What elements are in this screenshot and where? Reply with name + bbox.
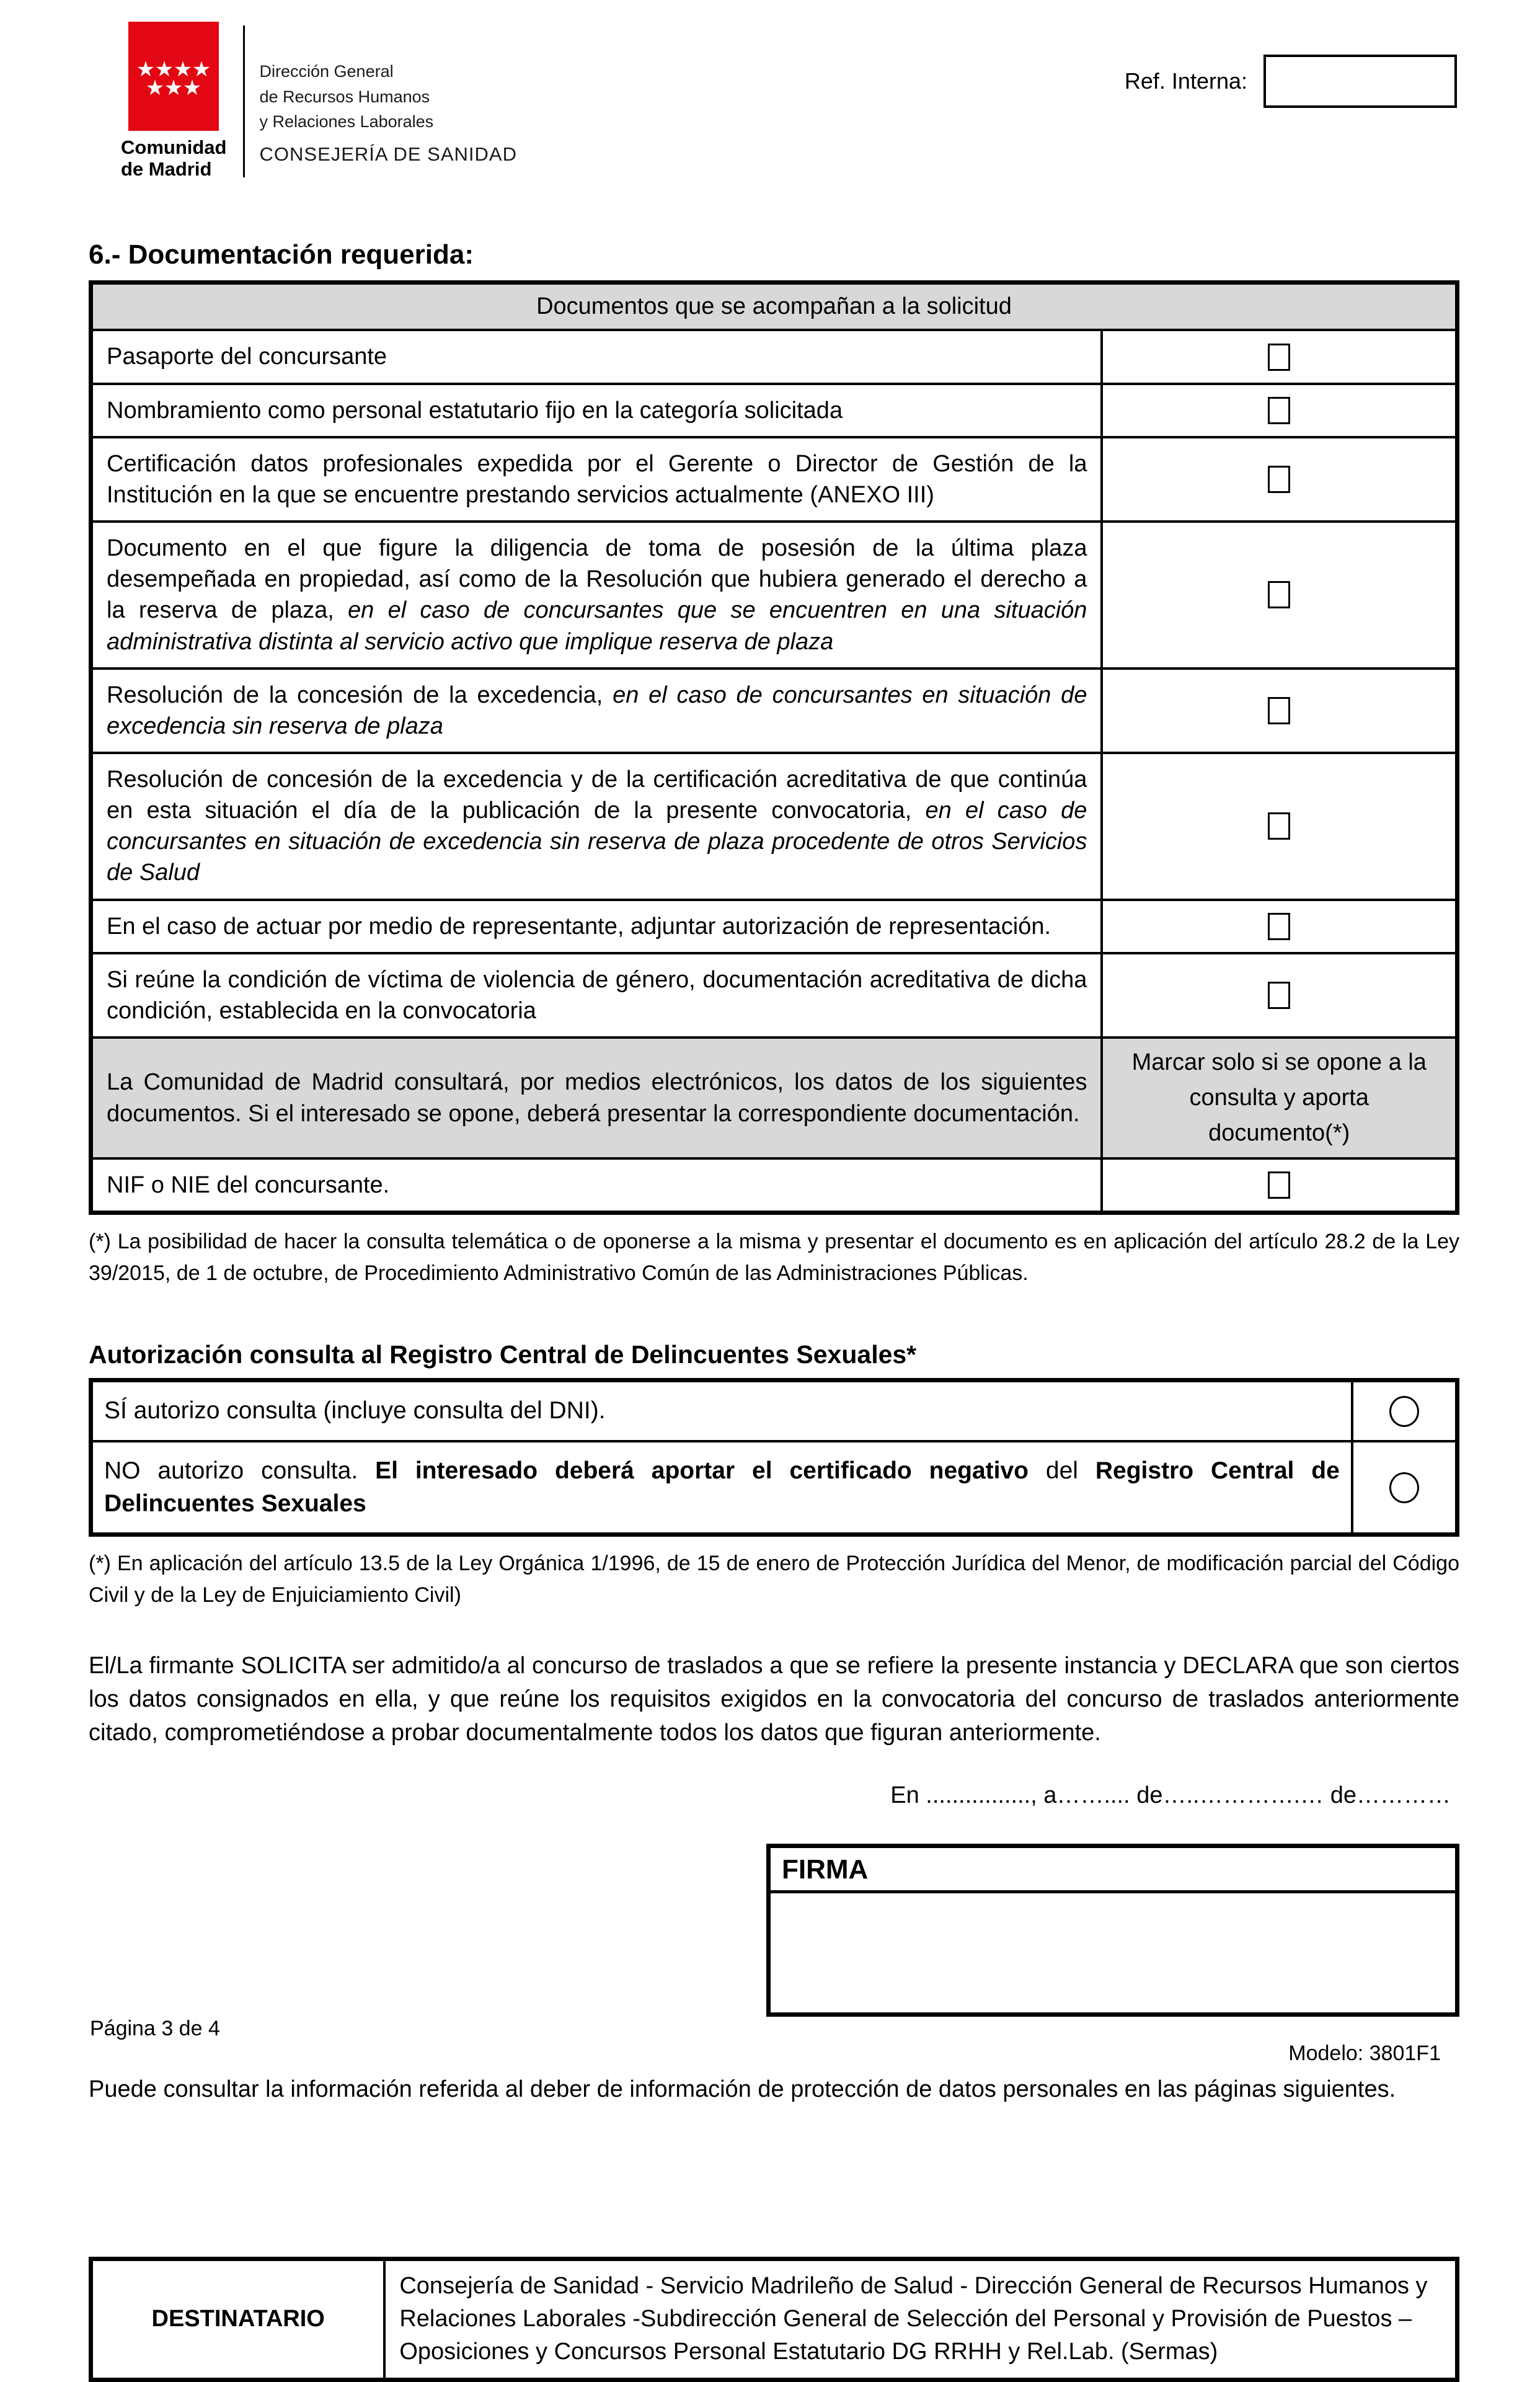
- destinatario-text: Consejería de Sanidad - Servicio Madrileño de Salud - Dirección General de Recursos Humanos y Relaciones Laborales -Subdirección General de Selección del Personal y Provisión de Puestos – Oposiciones y Concursos Personal Estatutario DG RRHH y Rel.Lab. (Sermas): [384, 2259, 1457, 2380]
- document-row-text: La Comunidad de Madrid consultará, por medios electrónicos, los datos de los siguientes documentos. Si el interesado se opone, deberá presentar la correspondiente documentación.: [91, 1038, 1102, 1158]
- table-row: [91, 1038, 1458, 1158]
- checkbox-cell: [1102, 1158, 1457, 1213]
- table-header-row: [91, 283, 1458, 331]
- ref-interna-field[interactable]: [1263, 55, 1457, 108]
- document-row-text: Documento en el que figure la diligencia de toma de posesión de la última plaza desempeñada en propiedad, así como de la Resolución que hubiera generado el derecho a la reserva de plaza, en el caso de concursantes que se encuentren en una situación administrativa distinta al servicio activo que implique reserva de plaza: [91, 522, 1102, 669]
- table-row: [91, 384, 1458, 437]
- document-checkbox-2[interactable]: [1268, 466, 1290, 493]
- destinatario-table: [89, 2257, 1459, 2382]
- table-row: [91, 1441, 1458, 1535]
- signature-area[interactable]: [771, 1893, 1455, 2012]
- checkbox-cell: [1102, 953, 1457, 1038]
- table-row: [91, 437, 1458, 522]
- madrid-flag-icon: [128, 22, 219, 131]
- documentos-table-body: [91, 330, 1458, 1212]
- checkbox-cell: [1102, 900, 1457, 953]
- autorizacion-table-body: [91, 1380, 1458, 1535]
- document-checkbox-0[interactable]: [1268, 344, 1290, 371]
- table-row: [91, 1380, 1458, 1441]
- checkbox-cell: [1102, 522, 1457, 669]
- svg-text:★: ★: [136, 57, 156, 82]
- marcar-column-header: Marcar solo si se opone a la consulta y aporta documento(*): [1102, 1038, 1457, 1158]
- document-row-text: Resolución de la concesión de la excedencia, en el caso de concursantes en situación de excedencia sin reserva de plaza: [91, 669, 1102, 753]
- destinatario-row: [91, 2259, 1458, 2380]
- checkbox-cell: [1102, 437, 1457, 522]
- document-row-text: Nombramiento como personal estatutario fijo en la categoría solicitada: [91, 384, 1102, 437]
- table-row: [91, 900, 1458, 953]
- privacy-note: Puede consultar la información referida al deber de información de protección de datos personales en las páginas siguientes.: [89, 2076, 1396, 2103]
- logo-org-block: [260, 22, 517, 166]
- org-line: y Relaciones Laborales: [259, 112, 434, 131]
- svg-text:★: ★: [164, 76, 184, 100]
- document-checkbox-6[interactable]: [1268, 913, 1290, 940]
- checkbox-cell: [1102, 384, 1457, 437]
- document-checkbox-1[interactable]: [1268, 397, 1290, 424]
- signature-label: FIRMA: [771, 1848, 1455, 1893]
- checkbox-cell: [1102, 330, 1457, 383]
- documentos-table: [89, 280, 1459, 1215]
- document-row-text: Certificación datos profesionales expedida por el Gerente o Director de Gestión de la Institución en la que se encuentre prestando servicios actualmente (ANEXO III): [91, 437, 1102, 522]
- org-line: de Recursos Humanos: [259, 87, 430, 106]
- document-checkbox-3[interactable]: [1268, 581, 1290, 608]
- footnote-ley-organica: (*) En aplicación del artículo 13.5 de la Ley Orgánica 1/1996, de 15 de enero de Protección Jurídica del Menor, de modificación parcial del Código Civil y de la Ley de Enjuiciamiento Civil): [89, 1552, 1459, 1607]
- autorizacion-title: Autorización consulta al Registro Central de Delincuentes Sexuales*: [89, 1340, 917, 1369]
- model-number: Modelo: 3801F1: [1288, 2042, 1441, 2065]
- logo-divider: [243, 25, 245, 177]
- document-checkbox-5[interactable]: [1268, 812, 1290, 840]
- document-row-text: NIF o NIE del concursante.: [91, 1158, 1102, 1213]
- checkbox-cell: [1102, 669, 1457, 753]
- radio-cell: [1352, 1441, 1458, 1535]
- table-row: [91, 953, 1458, 1038]
- declaration-paragraph: El/La firmante SOLICITA ser admitido/a al concurso de traslados a que se refiere la presente instancia y DECLARA que son ciertos los datos consignados en ella, y que reúne los requisitos exigidos en la convocatoria del concurso de traslados anteriormente citado, comprometiéndose a probar documentalmente todos los datos que figuran anteriormente.: [89, 1653, 1459, 1746]
- document-row-text: Pasaporte del concursante: [91, 330, 1102, 383]
- table-row: [91, 753, 1458, 900]
- document-checkbox-9[interactable]: [1268, 1171, 1290, 1199]
- signature-box: [766, 1844, 1459, 2017]
- department-name: CONSEJERÍA DE SANIDAD: [259, 143, 517, 165]
- autorizacion-table: [89, 1378, 1459, 1537]
- radio-si-autorizo[interactable]: [1389, 1396, 1419, 1427]
- table-row: [91, 522, 1458, 669]
- document-row-text: En el caso de actuar por medio de representante, adjuntar autorización de representación.: [91, 900, 1102, 953]
- org-line: Dirección General: [259, 62, 394, 81]
- document-checkbox-4[interactable]: [1268, 697, 1290, 724]
- document-checkbox-7[interactable]: [1268, 982, 1290, 1009]
- svg-text:★: ★: [174, 57, 193, 82]
- ref-interna-label: Ref. Interna:: [1124, 68, 1247, 94]
- document-row-text: Si reúne la condición de víctima de violencia de género, documentación acreditativa de dicha condición, establecida en la convocatoria: [91, 953, 1102, 1038]
- svg-text:★: ★: [155, 57, 174, 82]
- logo-region-name: Comunidad de Madrid: [121, 136, 227, 180]
- radio-cell: [1352, 1380, 1458, 1441]
- radio-no-autorizo[interactable]: [1389, 1472, 1419, 1503]
- table-row: [91, 1158, 1458, 1213]
- table-row: [91, 669, 1458, 753]
- svg-text:★: ★: [183, 76, 202, 100]
- svg-text:★: ★: [146, 76, 165, 100]
- destinatario-label: DESTINATARIO: [91, 2259, 385, 2380]
- document-row-text: Resolución de concesión de la excedencia y de la certificación acreditativa de que continúa en esta situación el día de la publicación de la presente convocatoria, en el caso de concursantes en situación de excedencia sin reserva de plaza procedente de otros Servicios de Salud: [91, 753, 1102, 900]
- documentos-table-header: Documentos que se acompañan a la solicitud: [91, 283, 1458, 331]
- page-number: Página 3 de 4: [90, 2017, 220, 2040]
- authorization-option-text: NO autorizo consulta. El interesado deberá aportar el certificado negativo del Registro Central de Delincuentes Sexuales: [91, 1441, 1352, 1535]
- svg-text:★: ★: [192, 57, 211, 82]
- ref-interna-row: [1125, 55, 1457, 108]
- date-line: En ................, a…….... de…..………….… de…………: [890, 1782, 1451, 1809]
- comunidad-madrid-logo: [121, 22, 227, 180]
- footnote-consulta-telematica: (*) La posibilidad de hacer la consulta telemática o de oponerse a la misma y presentar el documento es en aplicación del artículo 28.2 de la Ley 39/2015, de 1 de octubre, de Procedimiento Administrativo Común de las Administraciones Públicas.: [89, 1230, 1459, 1286]
- section-6-title: 6.- Documentación requerida:: [89, 239, 474, 270]
- checkbox-cell: [1102, 753, 1457, 900]
- authorization-option-text: SÍ autorizo consulta (incluye consulta del DNI).: [91, 1380, 1352, 1441]
- table-row: [91, 330, 1458, 383]
